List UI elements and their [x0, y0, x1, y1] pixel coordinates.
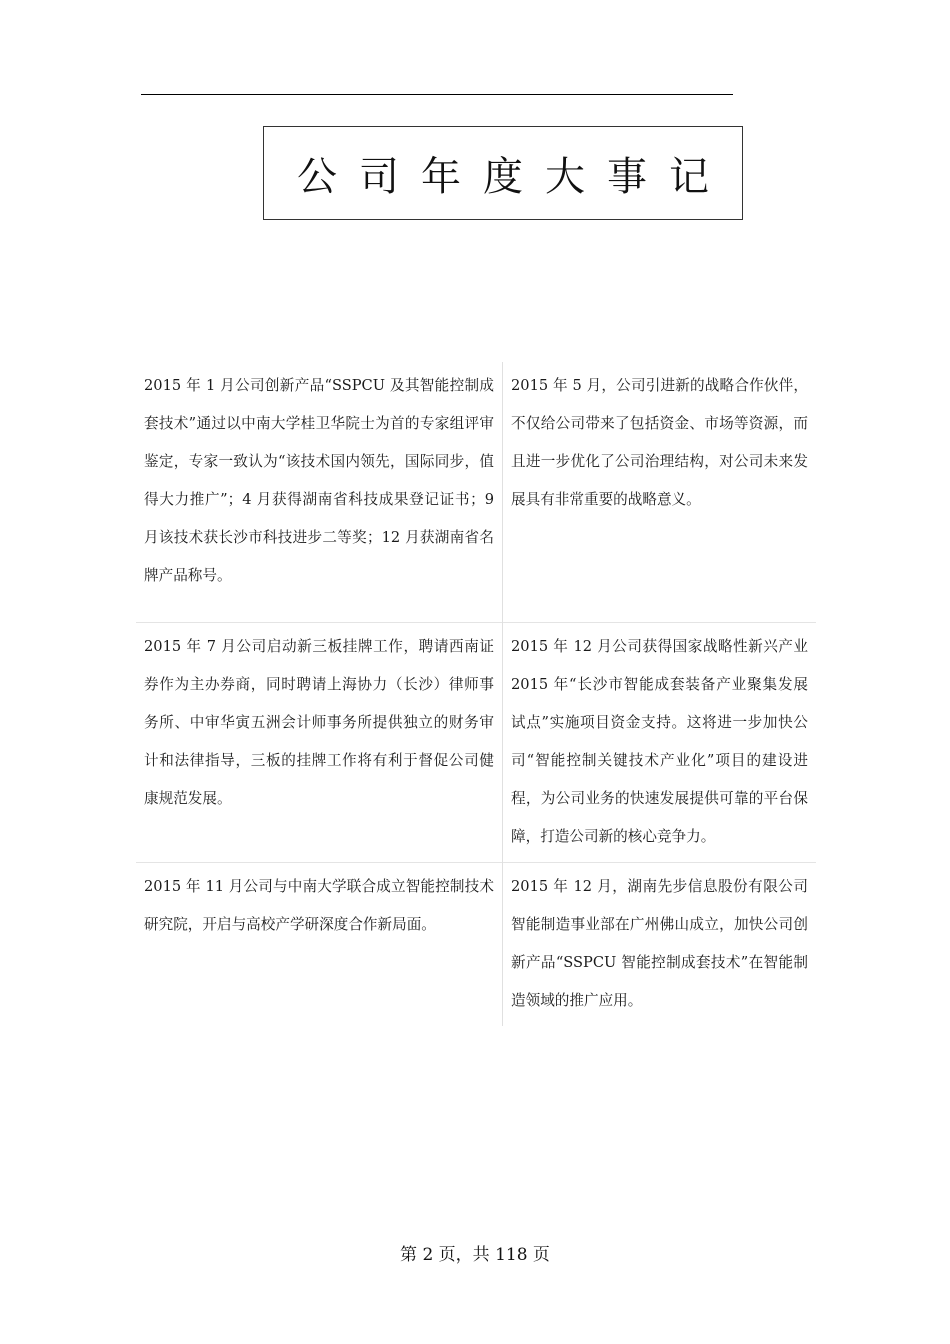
header-rule	[141, 94, 733, 95]
event-cell: 2015 年 1 月公司创新产品“SSPCU 及其智能控制成套技术”通过以中南大学桂卫华院士为首的专家组评审鉴定，专家一致认为“该技术国内领先，国际同步，值得大力推广”；4 月获得湖南省科技成果登记证书；9 月该技术获长沙市科技进步二等奖；12 月获湖南省名牌产品称号。	[136, 362, 503, 623]
events-table	[136, 362, 816, 1026]
table-row	[136, 623, 816, 863]
table-row	[136, 362, 816, 623]
table-row	[136, 863, 816, 1027]
event-cell: 2015 年 12 月公司获得国家战略性新兴产业 2015 年“长沙市智能成套装备产业聚集发展试点”实施项目资金支持。这将进一步加快公司“智能控制关键技术产业化”项目的建设进程，为公司业务的快速发展提供可靠的平台保障，打造公司新的核心竞争力。	[511, 638, 808, 845]
title-box	[263, 126, 743, 220]
page-number: 第 2 页，共 118 页	[400, 1245, 550, 1265]
event-cell: 2015 年 5 月，公司引进新的战略合作伙伴，不仅给公司带来了包括资金、市场等资源，而且进一步优化了公司治理结构，对公司未来发展具有非常重要的战略意义。	[511, 377, 808, 508]
event-cell: 2015 年 7 月公司启动新三板挂牌工作，聘请西南证券作为主办券商，同时聘请上海协力（长沙）律师事务所、中审华寅五洲会计师事务所提供独立的财务审计和法律指导，三板的挂牌工作将有利于督促公司健康规范发展。	[136, 623, 503, 863]
event-cell: 2015 年 12 月，湖南先步信息股份有限公司智能制造事业部在广州佛山成立，加快公司创新产品“SSPCU 智能控制成套技术”在智能制造领域的推广应用。	[511, 878, 808, 1009]
page-title: 公司年度大事记	[297, 153, 731, 200]
event-cell: 2015 年 11 月公司与中南大学联合成立智能控制技术研究院，开启与高校产学研深度合作新局面。	[136, 863, 503, 1027]
